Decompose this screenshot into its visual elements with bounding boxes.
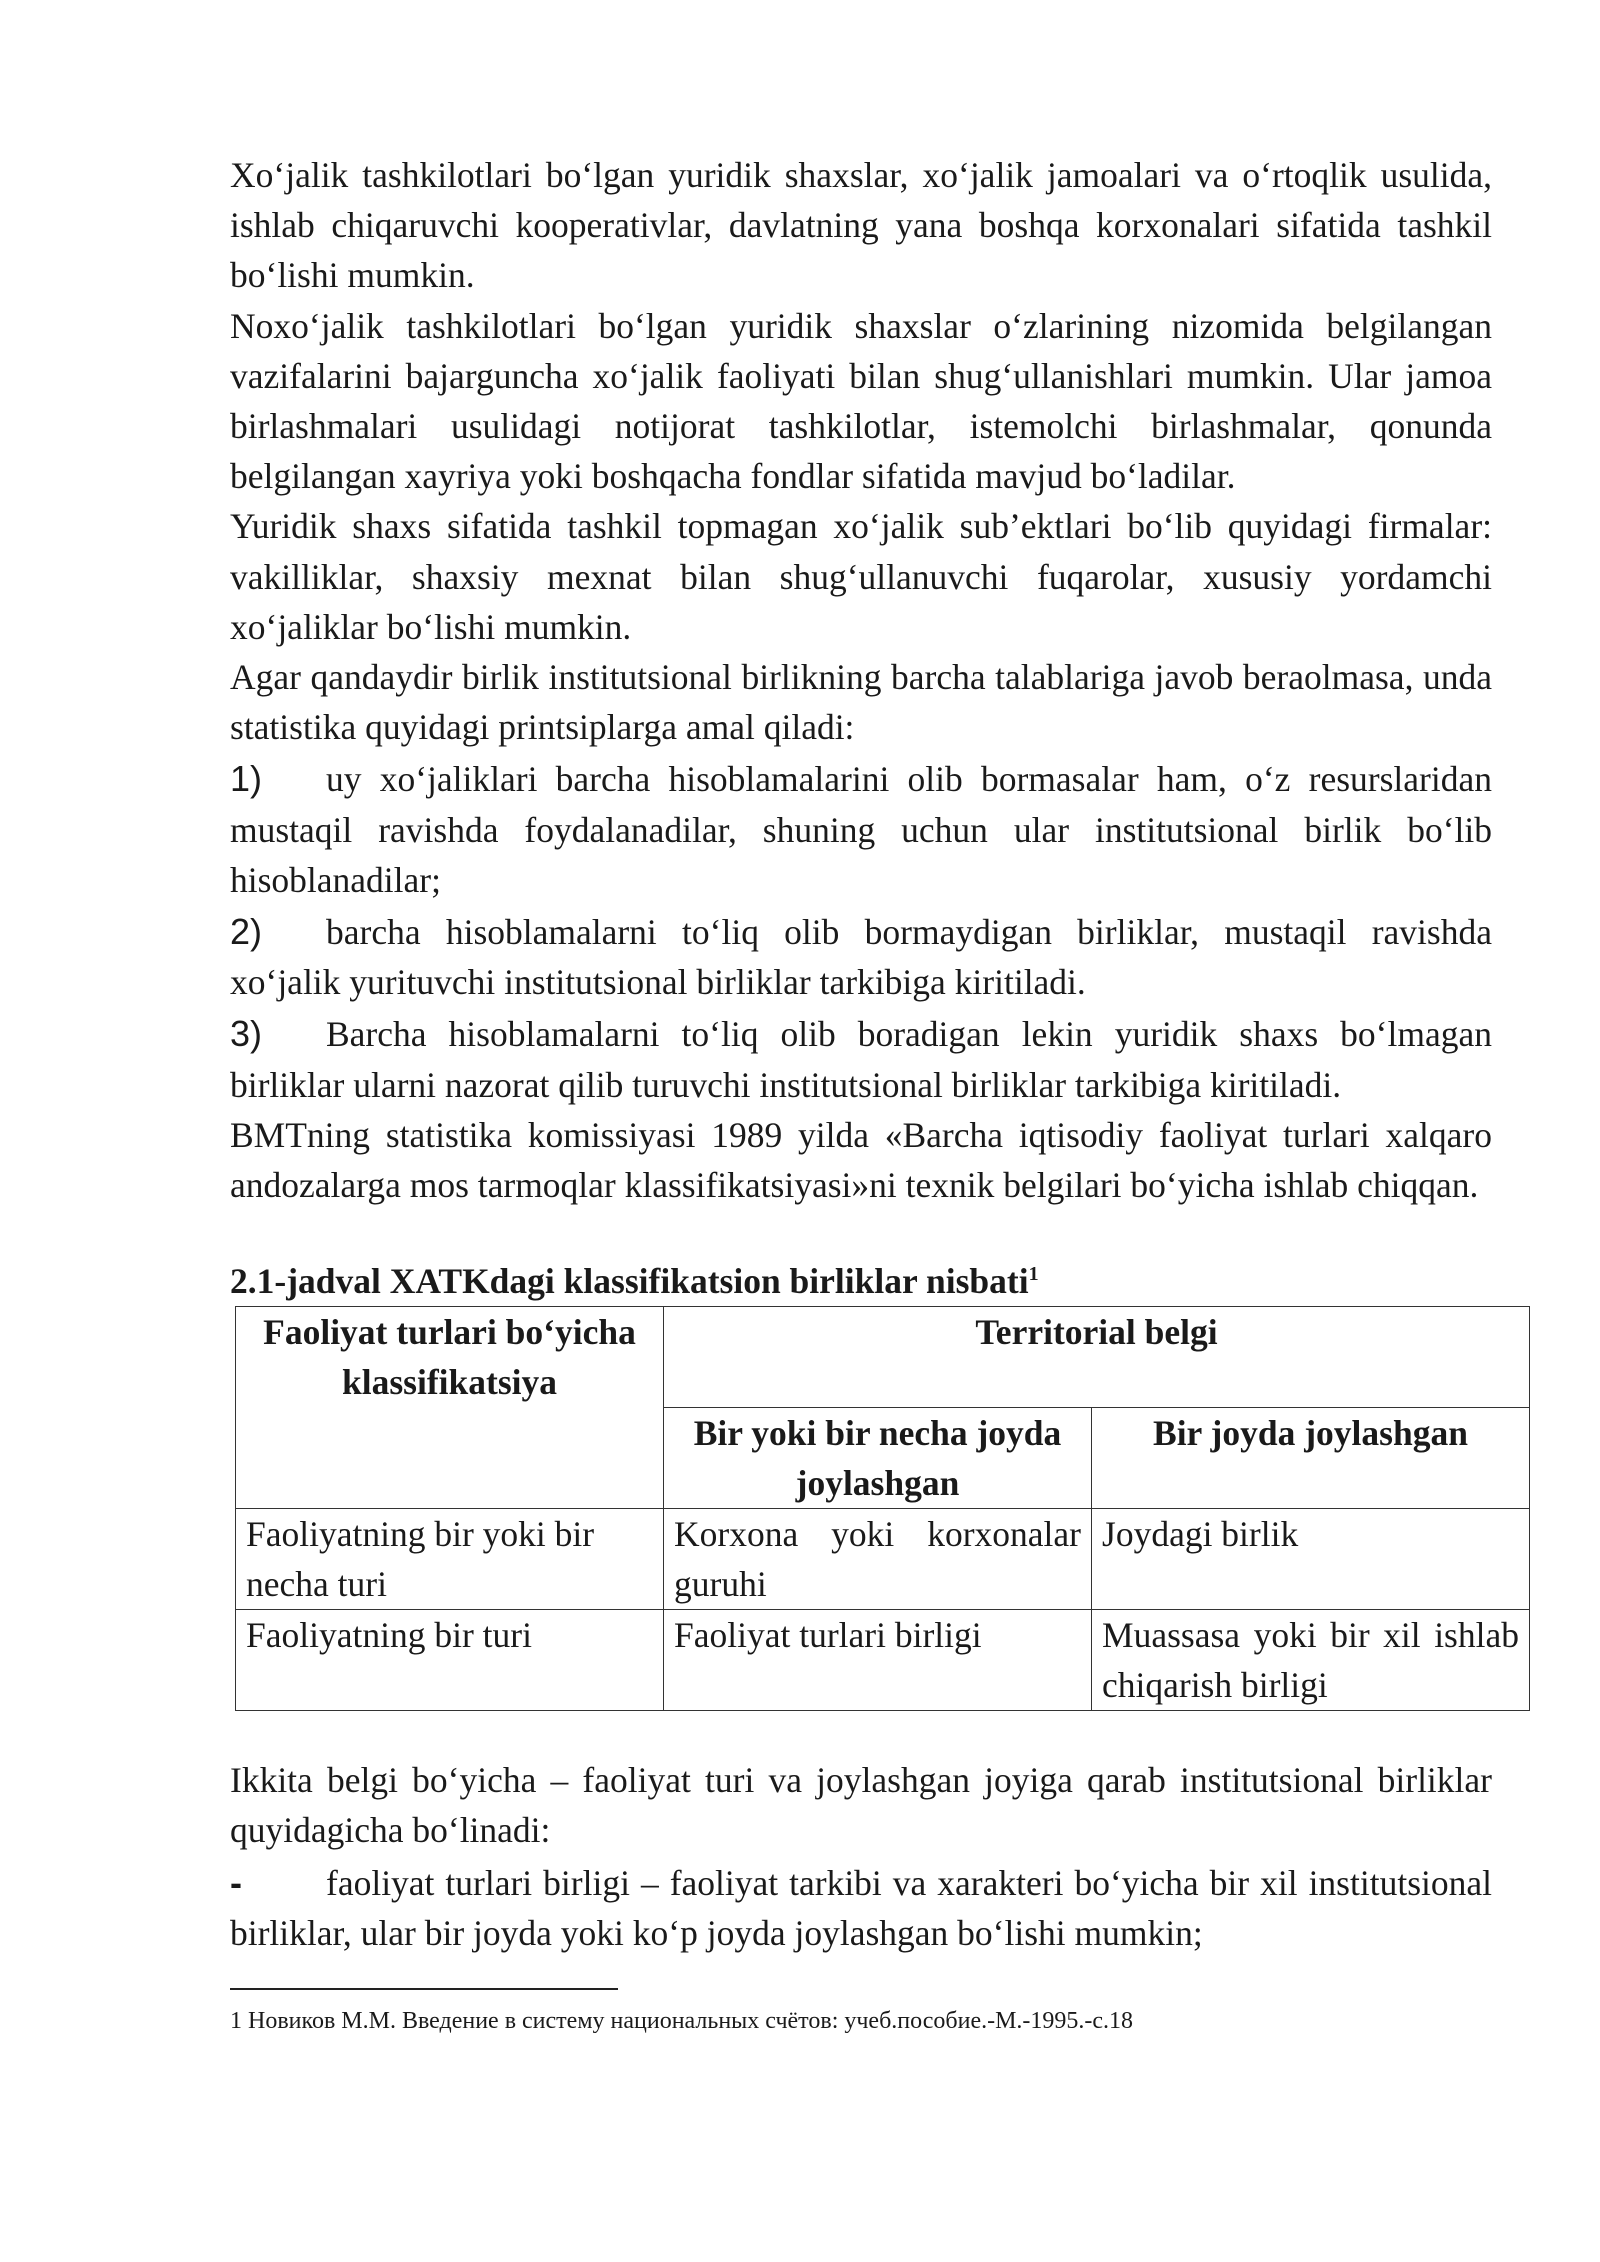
footnote: 1 Новиков М.М. Введение в систему национальных счётов: учеб.пособие.-М.-1995.-с.18 [230,2008,1134,2035]
table-cell: Faoliyatning bir yoki bir necha turi [236,1509,664,1610]
table-cell: Muassasa yoki bir xil ishlab chiqarish birligi [1092,1610,1530,1711]
table-cell: Joydagi birlik [1092,1509,1530,1610]
paragraph-4: Agar qandaydir birlik institutsional birlikning barcha talablariga javob beraolmasa, unda statistika quyidagi printsiplarga amal qiladi: [230,657,1492,748]
list-item-2 [230,905,1492,1007]
dash-list-item [230,1856,1492,1958]
list-item-1 [230,752,1492,905]
paragraph-1: Xo‘jalik tashkilotlari bo‘lgan yuridik shaxslar, xo‘jalik jamoalari va o‘rtoqlik usulida, ishlab chiqaruvchi kooperativlar, davlatning yana boshqa korxonalari sifatida tashkil bo‘lishi mumkin. [230,155,1492,296]
list-marker: 3) [230,1013,263,1055]
list-item-text: uy xo‘jaliklari barcha hisoblamalarini olib bormasalar ham, o‘z resurslaridan mustaqil ravishda foydalanadilar, shuning uchun ular institutsional birlik bo‘lib hisoblanadilar; [230,759,1492,900]
paragraph-2: Noxo‘jalik tashkilotlari bo‘lgan yuridik shaxslar o‘zlarining nizomida belgilangan vazifalarini bajarguncha xo‘jalik faoliyati bilan shug‘ullanishlari mumkin. Ular jamoa birlashmalari usulidagi notijorat tashkilotlar, istemolchi birlashmalar, qonunda belgilangan xayriya yoki boshqacha fondlar sifatida mavjud bo‘ladilar. [230,305,1492,497]
table-caption-text: 2.1-jadval XATKdagi klassifikatsion birliklar nisbati [230,1261,1029,1302]
list-marker: 1) [230,758,263,800]
list-item-text: barcha hisoblamalarni to‘liq olib bormaydigan birliklar, mustaqil ravishda xo‘jalik yurituvchi institutsional birliklar tarkibiga kiritiladi. [230,912,1492,1003]
table-cell: Korxona yoki korxonalar guruhi [664,1509,1092,1610]
table-subheader-single-location: Bir joyda joylashgan [1092,1408,1530,1509]
list-item-text: Barcha hisoblamalarni to‘liq olib boradigan lekin yuridik shaxs bo‘lmagan birliklar ularni nazorat qilib turuvchi institutsional birliklar tarkibiga kiritiladi. [230,1014,1492,1105]
dash-marker: - [230,1861,242,1903]
table-caption [230,1256,1492,1306]
paragraph-5: BMTning statistika komissiyasi 1989 yilda «Barcha iqtisodiy faoliyat turlari xalqaro andozalarga mos tarmoqlar klassifikatsiyasi»ni texnik belgilari bo‘yicha ishlab chiqqan. [230,1114,1492,1206]
table-header-territorial: Territorial belgi [664,1307,1530,1408]
paragraph-3: Yuridik shaxs sifatida tashkil topmagan xo‘jalik sub’ektlari bo‘lib quyidagi firmalar: vakilliklar, shaxsiy mexnat bilan shug‘ullanuvchi fuqarolar, xususiy yordamchi xo‘jaliklar bo‘lishi mumkin. [230,506,1492,647]
table-row [236,1610,1530,1711]
table-header-classification: Faoliyat turlari bo‘yicha klassifikatsiya [236,1307,664,1509]
footnote-reference[interactable]: 1 [1028,1263,1039,1286]
document-page [230,150,1519,2038]
table-row [236,1509,1530,1610]
table-cell: Faoliyat turlari birligi [664,1610,1092,1711]
classification-table [235,1306,1530,1711]
table-cell: Faoliyatning bir turi [236,1610,664,1711]
footnote-separator [230,1988,618,1990]
table-subheader-multiple-locations: Bir yoki bir necha joyda joylashgan [664,1408,1092,1509]
table-header-row [236,1307,1530,1408]
dash-list-item-text: faoliyat turlari birligi – faoliyat tarkibi va xarakteri bo‘yicha bir xil institutsional birliklar, ular bir joyda yoki ko‘p joyda joylashgan bo‘lishi mumkin; [230,1862,1492,1953]
paragraph-6: Ikkita belgi bo‘yicha – faoliyat turi va joylashgan joyiga qarab institutsional birliklar quyidagicha bo‘linadi: [230,1760,1492,1851]
list-marker: 2) [230,911,263,953]
list-item-3 [230,1007,1492,1109]
